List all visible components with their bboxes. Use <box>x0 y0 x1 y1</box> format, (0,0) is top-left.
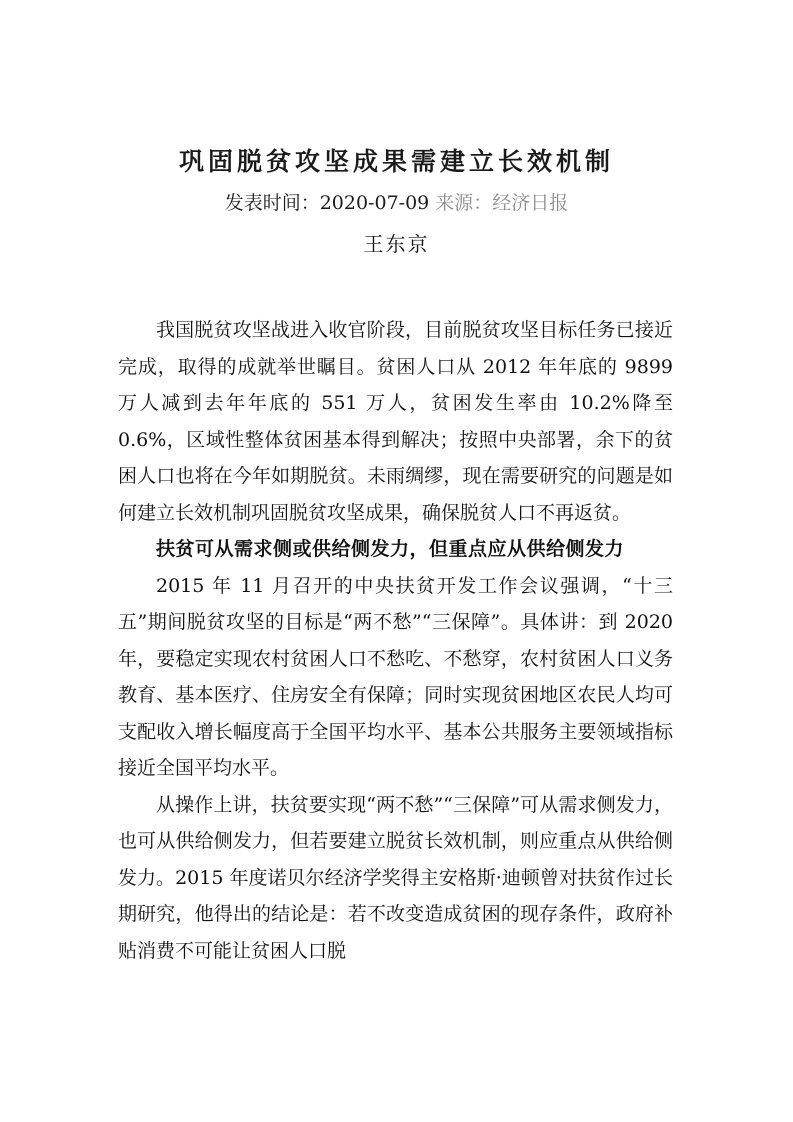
publish-time-label: 发表时间： <box>224 192 320 214</box>
article-body <box>118 312 673 969</box>
body-paragraph: 我国脱贫攻坚战进入收官阶段，目前脱贫攻坚目标任务已接近完成，取得的成就举世瞩目。贫困人口从 2012 年年底的 9899 万人减到去年年底的 551 万人，贫困发生率由 10.2%降至 0.6%，区域性整体贫困基本得到解决；按照中央部署，余下的贫困人口也将在今年如期脱贫。未雨绸缪，现在需要研究的问题是如何建立长效机制巩固脱贫攻坚成果，确保脱贫人口不再返贫。 <box>118 319 673 524</box>
article-meta <box>0 188 793 215</box>
body-paragraph: 从操作上讲，扶贫要实现“两不愁”“三保障”可从需求侧发力，也可从供给侧发力，但若要建立脱贫长效机制，则应重点从供给侧发力。2015 年度诺贝尔经济学奖得主安格斯·迪顿曾对扶贫作过长期研究，他得出的结论是：若不改变造成贫困的现存条件，政府补贴消费不可能让贫困人口脱 <box>118 793 673 962</box>
section-heading: 扶贫可从需求侧或供给侧发力，但重点应从供给侧发力 <box>156 538 625 560</box>
article-source: 来源：经济日报 <box>429 192 569 214</box>
article-title: 巩固脱贫攻坚成果需建立长效机制 <box>178 147 614 176</box>
article-author: 王东京 <box>363 232 430 256</box>
publish-date: 2020-07-09 <box>319 192 430 214</box>
body-paragraph: 2015 年 11 月召开的中央扶贫开发工作会议强调，“十三五”期间脱贫攻坚的目标是“两不愁”“三保障”。具体讲：到 2020 年，要稳定实现农村贫困人口不愁吃、不愁穿，农村贫困人口义务教育、基本医疗、住房安全有保障；同时实现贫困地区农民人均可支配收入增长幅度高于全国平均水平、基本公共服务主要领域指标接近全国平均水平。 <box>118 574 673 779</box>
